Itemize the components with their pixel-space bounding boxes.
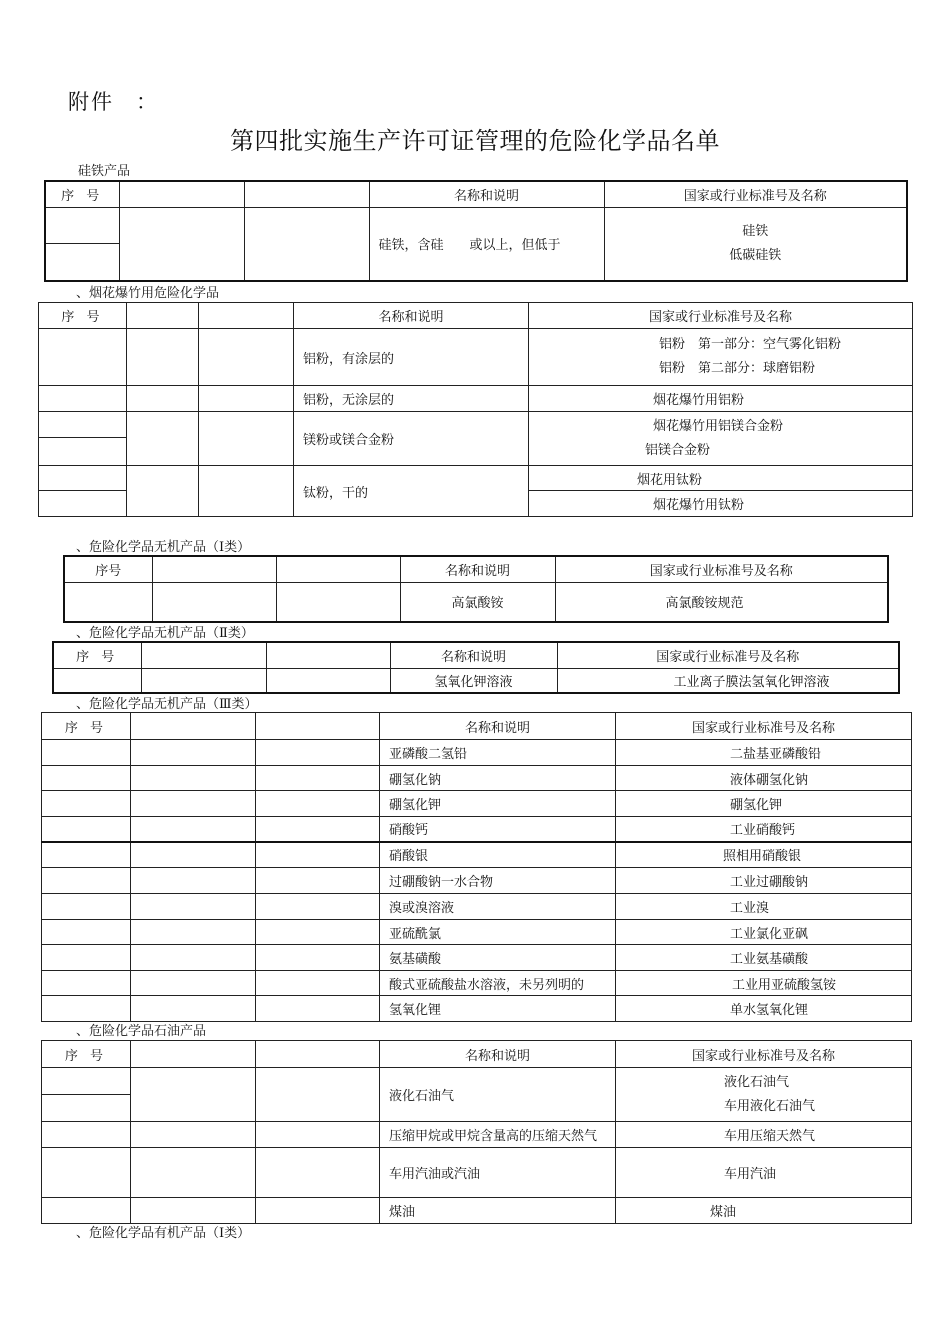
cell-blank bbox=[256, 996, 380, 1022]
table-row bbox=[39, 466, 913, 491]
section-heading-fireworks: 、烟花爆竹用危险化学品 bbox=[76, 286, 220, 301]
cell-blank bbox=[131, 971, 256, 996]
table-header-row bbox=[53, 642, 899, 668]
cell-blank bbox=[131, 920, 256, 945]
header-blank bbox=[276, 556, 400, 582]
header-name: 名称和说明 bbox=[380, 713, 616, 740]
cell-name: 铝粉，有涂层的 bbox=[294, 329, 529, 386]
cell-standard: 工业过硼酸钠 bbox=[616, 868, 912, 894]
table-row bbox=[53, 668, 899, 693]
cell-blank bbox=[266, 668, 390, 693]
cell-seq bbox=[42, 766, 131, 791]
table-row bbox=[45, 207, 907, 243]
cell-seq bbox=[39, 438, 127, 466]
cell-blank bbox=[256, 945, 380, 971]
cell-blank bbox=[256, 920, 380, 945]
header-blank bbox=[131, 1041, 256, 1068]
cell-name: 亚磷酸二氢铅 bbox=[380, 740, 616, 766]
cell-seq bbox=[53, 668, 141, 693]
header-name: 名称和说明 bbox=[369, 181, 604, 207]
cell-standard: 烟花爆竹用钛粉 bbox=[529, 491, 913, 517]
cell-blank bbox=[199, 412, 294, 466]
cell-name: 压缩甲烷或甲烷含量高的压缩天然气 bbox=[380, 1122, 616, 1148]
table-row bbox=[42, 1148, 912, 1198]
header-blank bbox=[256, 713, 380, 740]
cell-blank bbox=[131, 1068, 256, 1122]
cell-name: 液化石油气 bbox=[380, 1068, 616, 1122]
cell-seq bbox=[39, 386, 127, 412]
table-row bbox=[39, 412, 913, 438]
table-row bbox=[42, 868, 912, 894]
cell-standard: 车用汽油 bbox=[616, 1148, 912, 1198]
cell-blank bbox=[131, 1198, 256, 1224]
cell-blank bbox=[256, 894, 380, 920]
cell-standard: 二盐基亚磷酸铅 bbox=[616, 740, 912, 766]
cell-standard: 工业氨基磺酸 bbox=[616, 945, 912, 971]
cell-blank bbox=[199, 466, 294, 517]
table-row bbox=[64, 582, 888, 622]
cell-name: 硝酸钙 bbox=[380, 817, 616, 842]
table-fireworks bbox=[38, 302, 913, 517]
cell-seq bbox=[42, 1122, 131, 1148]
cell-blank bbox=[256, 1122, 380, 1148]
cell-standard: 液体硼氢化钠 bbox=[616, 766, 912, 791]
standard-line: 烟花爆竹用铝镁合金粉 bbox=[653, 418, 784, 434]
header-blank bbox=[119, 181, 244, 207]
header-name: 名称和说明 bbox=[380, 1041, 616, 1068]
section-heading-inorganic-3: 、危险化学品无机产品（Ⅲ类） bbox=[76, 697, 258, 712]
table-row bbox=[42, 1122, 912, 1148]
cell-seq bbox=[42, 894, 131, 920]
cell-blank bbox=[131, 842, 256, 868]
header-standard: 国家或行业标准号及名称 bbox=[557, 642, 899, 668]
cell-seq bbox=[42, 1095, 131, 1122]
header-blank bbox=[152, 556, 276, 582]
cell-seq bbox=[45, 243, 119, 281]
cell-standard bbox=[529, 412, 913, 466]
cell-blank bbox=[127, 412, 199, 466]
cell-seq bbox=[42, 842, 131, 868]
cell-blank bbox=[199, 329, 294, 386]
table-inorganic-2 bbox=[52, 641, 900, 694]
table-row bbox=[39, 329, 913, 386]
table-inorganic-3 bbox=[41, 712, 912, 1022]
table-header-row bbox=[42, 713, 912, 740]
cell-name: 溴或溴溶液 bbox=[380, 894, 616, 920]
header-standard: 国家或行业标准号及名称 bbox=[616, 1041, 912, 1068]
header-name: 名称和说明 bbox=[390, 642, 557, 668]
cell-standard bbox=[604, 207, 907, 281]
cell-standard: 车用压缩天然气 bbox=[616, 1122, 912, 1148]
cell-blank bbox=[131, 945, 256, 971]
table-petroleum bbox=[41, 1040, 912, 1224]
cell-seq bbox=[64, 582, 152, 622]
cell-name: 硅铁，含硅 或以上，但低于 bbox=[369, 207, 604, 281]
cell-standard: 工业硝酸钙 bbox=[616, 817, 912, 842]
cell-standard: 煤油 bbox=[616, 1198, 912, 1224]
standard-line: 车用液化石油气 bbox=[724, 1098, 816, 1114]
header-standard: 国家或行业标准号及名称 bbox=[555, 556, 888, 582]
header-blank bbox=[141, 642, 266, 668]
attachment-text: 附件 bbox=[68, 90, 114, 114]
cell-standard: 单水氢氧化锂 bbox=[616, 996, 912, 1022]
cell-seq bbox=[42, 740, 131, 766]
cell-seq bbox=[42, 945, 131, 971]
cell-seq bbox=[42, 1198, 131, 1224]
cell-name: 酸式亚硫酸盐水溶液，未另列明的 bbox=[380, 971, 616, 996]
cell-blank bbox=[127, 329, 199, 386]
cell-name: 硼氢化钠 bbox=[380, 766, 616, 791]
cell-blank bbox=[256, 868, 380, 894]
standard-line: 硅铁 bbox=[742, 223, 769, 239]
cell-seq bbox=[39, 466, 127, 491]
cell-standard: 工业氯化亚砜 bbox=[616, 920, 912, 945]
cell-standard: 工业溴 bbox=[616, 894, 912, 920]
header-seq: 序号 bbox=[64, 556, 152, 582]
cell-blank bbox=[131, 1148, 256, 1198]
table-header-row bbox=[45, 181, 907, 207]
attachment-colon: ： bbox=[136, 90, 159, 114]
cell-blank bbox=[256, 740, 380, 766]
table-row bbox=[42, 766, 912, 791]
cell-seq bbox=[45, 207, 119, 243]
cell-name: 镁粉或镁合金粉 bbox=[294, 412, 529, 466]
header-name: 名称和说明 bbox=[294, 303, 529, 329]
header-blank bbox=[244, 181, 369, 207]
cell-standard bbox=[616, 1068, 912, 1122]
section-heading-petroleum: 、危险化学品石油产品 bbox=[76, 1024, 207, 1039]
section-heading-inorganic-1: 、危险化学品无机产品（Ⅰ类） bbox=[76, 540, 251, 555]
cell-standard: 照相用硝酸银 bbox=[616, 842, 912, 868]
header-blank bbox=[131, 713, 256, 740]
cell-standard bbox=[529, 329, 913, 386]
cell-blank bbox=[276, 582, 400, 622]
cell-standard: 硼氢化钾 bbox=[616, 791, 912, 817]
cell-blank bbox=[256, 1198, 380, 1224]
cell-name: 高氯酸铵 bbox=[400, 582, 555, 622]
table-inorganic-1 bbox=[63, 555, 889, 623]
cell-blank bbox=[256, 971, 380, 996]
cell-blank bbox=[131, 868, 256, 894]
cell-blank bbox=[119, 207, 244, 281]
header-seq: 序 号 bbox=[42, 713, 131, 740]
cell-name: 钛粉，干的 bbox=[294, 466, 529, 517]
attachment-label bbox=[68, 86, 159, 116]
table-header-row bbox=[39, 303, 913, 329]
table-ferrosilicon bbox=[44, 180, 908, 282]
cell-seq bbox=[42, 817, 131, 842]
cell-seq bbox=[39, 329, 127, 386]
cell-name: 氢氧化锂 bbox=[380, 996, 616, 1022]
table-row bbox=[42, 791, 912, 817]
table-row bbox=[42, 920, 912, 945]
cell-name: 氨基磺酸 bbox=[380, 945, 616, 971]
header-standard: 国家或行业标准号及名称 bbox=[529, 303, 913, 329]
cell-seq bbox=[39, 491, 127, 517]
standard-line: 液化石油气 bbox=[724, 1074, 790, 1090]
cell-blank bbox=[131, 817, 256, 842]
header-name: 名称和说明 bbox=[400, 556, 555, 582]
section-heading-organic-1: 、危险化学品有机产品（Ⅰ类） bbox=[76, 1226, 251, 1241]
standard-line: 铝镁合金粉 bbox=[645, 442, 711, 458]
cell-blank bbox=[256, 842, 380, 868]
header-standard: 国家或行业标准号及名称 bbox=[604, 181, 907, 207]
cell-name: 硼氢化钾 bbox=[380, 791, 616, 817]
cell-seq bbox=[42, 996, 131, 1022]
header-blank bbox=[256, 1041, 380, 1068]
cell-name: 过硼酸钠一水合物 bbox=[380, 868, 616, 894]
cell-blank bbox=[141, 668, 266, 693]
standard-line: 铝粉 第二部分：球磨铝粉 bbox=[659, 361, 816, 376]
cell-blank bbox=[131, 791, 256, 817]
cell-seq bbox=[42, 1148, 131, 1198]
cell-name: 亚硫酰氯 bbox=[380, 920, 616, 945]
cell-standard: 烟花爆竹用铝粉 bbox=[529, 386, 913, 412]
cell-seq bbox=[39, 412, 127, 438]
cell-blank bbox=[152, 582, 276, 622]
cell-blank bbox=[256, 791, 380, 817]
header-seq: 序 号 bbox=[42, 1041, 131, 1068]
cell-standard: 工业用亚硫酸氢铵 bbox=[616, 971, 912, 996]
header-seq: 序 号 bbox=[45, 181, 119, 207]
cell-seq bbox=[42, 971, 131, 996]
cell-standard: 高氯酸铵规范 bbox=[555, 582, 888, 622]
header-standard: 国家或行业标准号及名称 bbox=[616, 713, 912, 740]
table-row bbox=[42, 1198, 912, 1224]
cell-standard: 工业离子膜法氢氧化钾溶液 bbox=[557, 668, 899, 693]
table-row bbox=[39, 386, 913, 412]
table-row bbox=[42, 842, 912, 868]
cell-name: 煤油 bbox=[380, 1198, 616, 1224]
section-heading-ferrosilicon: 硅铁产品 bbox=[78, 164, 131, 179]
cell-name: 硝酸银 bbox=[380, 842, 616, 868]
cell-blank bbox=[131, 766, 256, 791]
cell-seq bbox=[42, 868, 131, 894]
table-row bbox=[42, 740, 912, 766]
header-blank bbox=[199, 303, 294, 329]
cell-name: 铝粉，无涂层的 bbox=[294, 386, 529, 412]
table-header-row bbox=[64, 556, 888, 582]
cell-blank bbox=[256, 817, 380, 842]
cell-seq bbox=[42, 1068, 131, 1095]
cell-blank bbox=[131, 894, 256, 920]
standard-line: 铝粉 第一部分：空气雾化铝粉 bbox=[659, 337, 842, 352]
cell-blank bbox=[127, 386, 199, 412]
cell-blank bbox=[131, 1122, 256, 1148]
cell-name: 氢氧化钾溶液 bbox=[390, 668, 557, 693]
table-row bbox=[42, 945, 912, 971]
table-header-row bbox=[42, 1041, 912, 1068]
header-blank bbox=[127, 303, 199, 329]
header-blank bbox=[266, 642, 390, 668]
table-row bbox=[42, 971, 912, 996]
table-row bbox=[42, 996, 912, 1022]
standard-line: 低碳硅铁 bbox=[729, 247, 782, 263]
cell-blank bbox=[256, 1148, 380, 1198]
cell-standard: 烟花用钛粉 bbox=[529, 466, 913, 491]
table-row bbox=[42, 894, 912, 920]
cell-blank bbox=[256, 1068, 380, 1122]
cell-blank bbox=[127, 466, 199, 517]
cell-seq bbox=[42, 920, 131, 945]
table-row bbox=[42, 1068, 912, 1095]
section-heading-inorganic-2: 、危险化学品无机产品（Ⅱ类） bbox=[76, 626, 254, 641]
cell-blank bbox=[131, 740, 256, 766]
header-seq: 序 号 bbox=[39, 303, 127, 329]
cell-blank bbox=[256, 766, 380, 791]
page-title: 第四批实施生产许可证管理的危险化学品名单 bbox=[230, 127, 720, 155]
cell-blank bbox=[199, 386, 294, 412]
cell-blank bbox=[244, 207, 369, 281]
cell-seq bbox=[42, 791, 131, 817]
cell-name: 车用汽油或汽油 bbox=[380, 1148, 616, 1198]
header-seq: 序 号 bbox=[53, 642, 141, 668]
cell-blank bbox=[131, 996, 256, 1022]
table-row bbox=[42, 817, 912, 842]
